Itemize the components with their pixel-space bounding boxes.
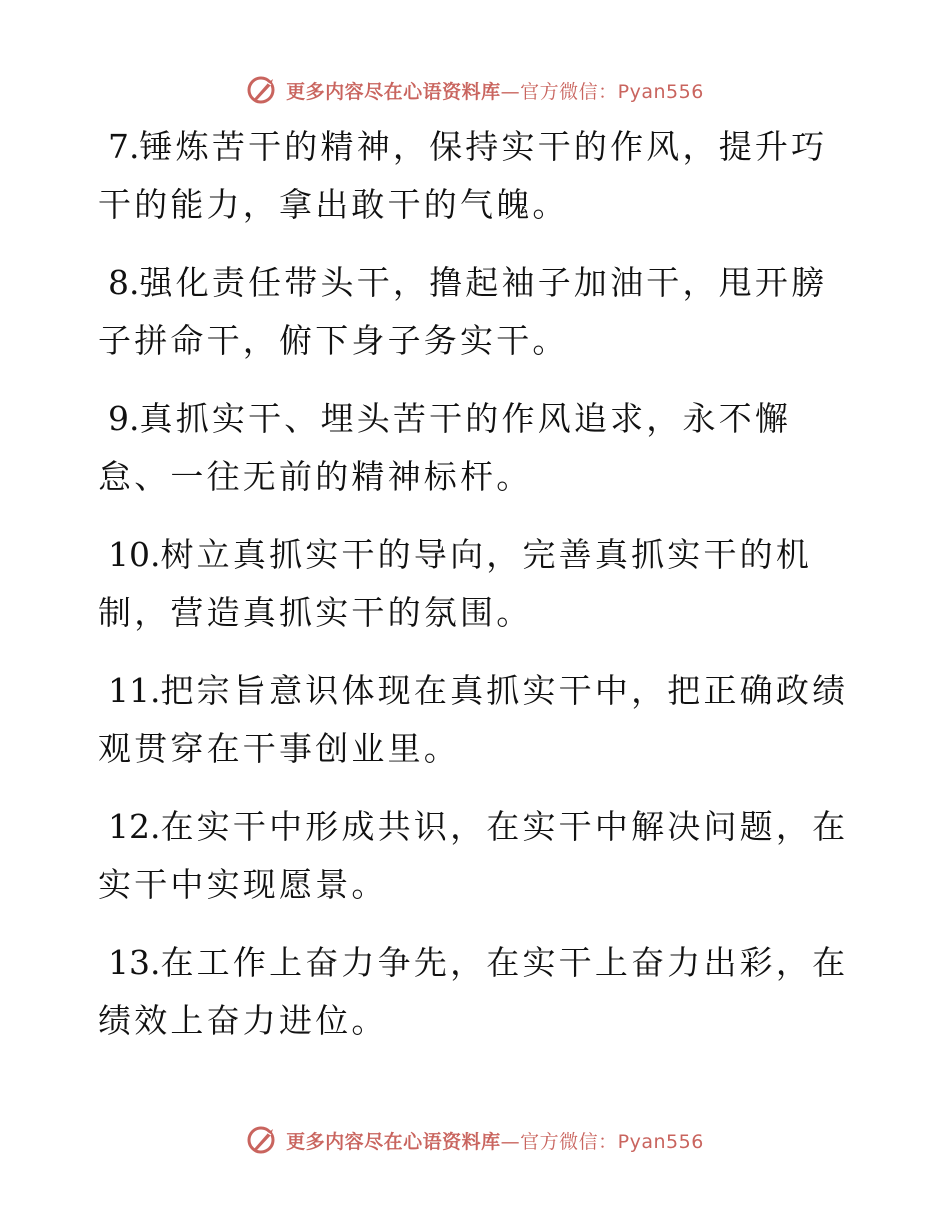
list-item: 13.在工作上奋力争先，在实干上奋力出彩，在绩效上奋力进位。 — [98, 943, 849, 1040]
list-item: 10.树立真抓实干的导向，完善真抓实干的机制，营造真抓实干的氛围。 — [98, 535, 813, 632]
list-item: 7.锤炼苦干的精神，保持实干的作风，提升巧干的能力，拿出敢干的气魄。 — [98, 127, 828, 224]
list-item: 8.强化责任带头干，撸起袖子加油干，甩开膀子拼命干，俯下身子务实干。 — [98, 263, 828, 360]
pen-logo-icon — [246, 1123, 280, 1157]
list-item: 11.把宗旨意识体现在真抓实干中，把正确政绩观贯穿在干事创业里。 — [98, 671, 849, 768]
list-item: 9.真抓实干、埋头苦干的作风追求，永不懈怠、一往无前的精神标杆。 — [98, 399, 792, 496]
footer-watermark-text: 更多内容尽在心语资料库—官方微信：Pyan556 — [286, 1130, 704, 1153]
document-body — [98, 118, 850, 1070]
header-watermark — [0, 70, 950, 110]
list-item: 12.在实干中形成共识，在实干中解决问题，在实干中实现愿景。 — [98, 807, 849, 904]
footer-watermark — [0, 1120, 950, 1160]
header-watermark-text: 更多内容尽在心语资料库—官方微信：Pyan556 — [286, 80, 704, 103]
pen-logo-icon — [246, 73, 280, 107]
